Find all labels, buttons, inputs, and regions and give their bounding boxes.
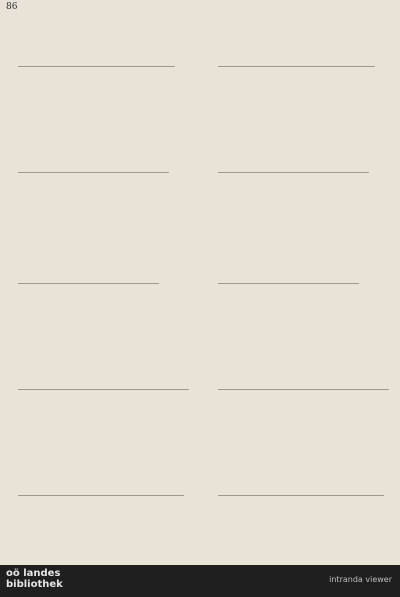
viewer-label: intranda viewer [329,575,392,584]
library-logo[interactable] [6,568,63,590]
page-number: 86 [6,2,18,12]
viewer-footer [0,565,400,597]
logo-line1: oö landes [6,568,61,579]
entries-column-right [208,14,386,559]
entries-column-left [8,14,186,559]
logo-line2: bibliothek [6,579,63,590]
